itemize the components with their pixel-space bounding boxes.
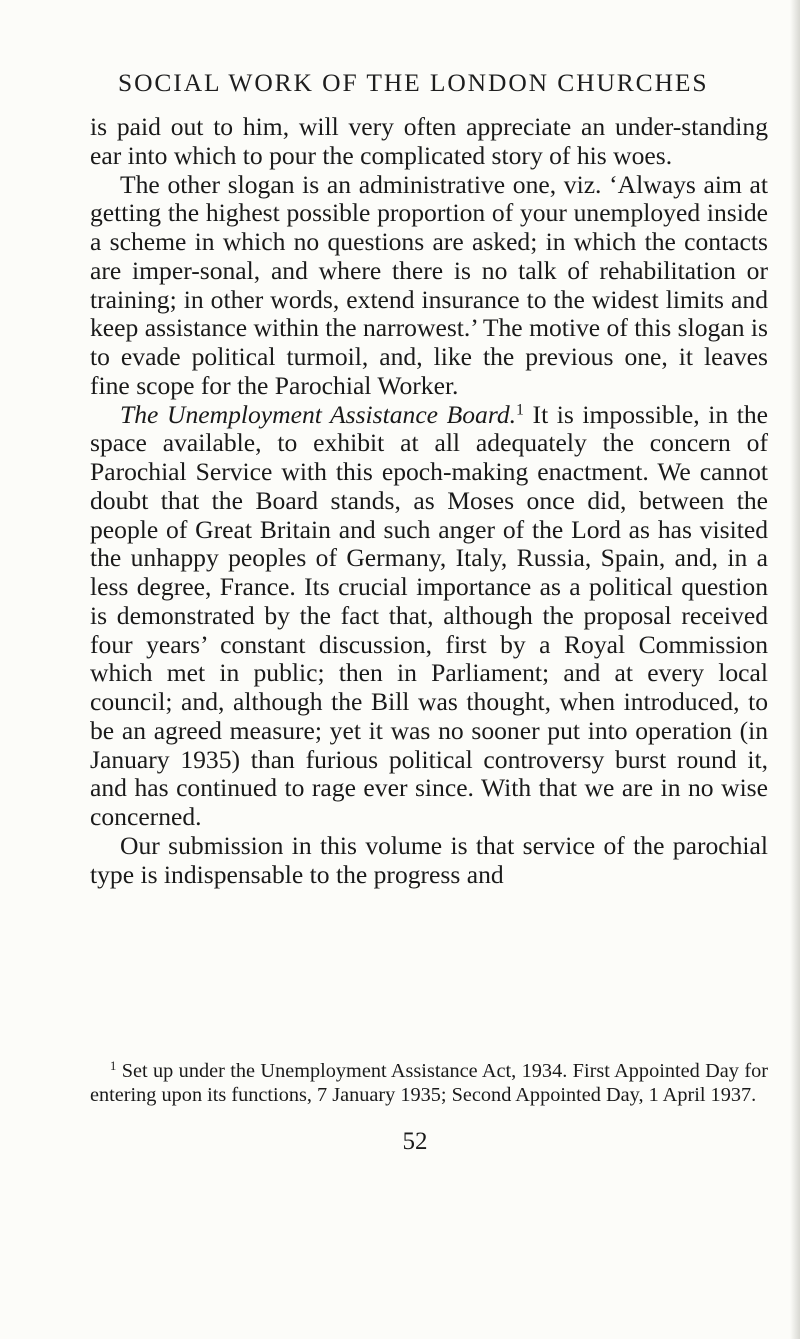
paragraph-4: Our submission in this volume is that service of the parochial type is indispensable to the progress and xyxy=(90,830,768,889)
section-heading: The Unemployment Assistance Board. xyxy=(120,399,517,429)
paragraph-3-text: It is impossible, in the space available, to exhibit at all adequately the concern of Parochial Service with this epoch-making enactment. We cannot doubt that the Board stands, as Moses once did, between the people of Great Britain and such anger of the Lord as has visited the unhappy peoples of Germany, Italy, Russia, Spain, and, in a less degree, France. Its crucial importance as a political question is demonstrated by the fact that, although the proposal received four years’ constant discussion, first by a Royal Commission which met in public; then in Parliament; and at every local council; and, although the Bill was thought, when introduced, to be an agreed measure; yet it was no sooner put into operation (in January 1935) than furious political controversy burst round it, and has continued to rage ever since. With that we are in no wise concerned. xyxy=(90,399,768,831)
paragraph-1: is paid out to him, will very often appreciate an under-standing ear into which to pour the complicated story of his woes. xyxy=(90,112,768,170)
footnote-marker: 1 xyxy=(110,1059,117,1074)
footnote-1 xyxy=(90,1060,768,1107)
paragraph-3 xyxy=(90,401,768,832)
footnote-text: Set up under the Unemployment Assistance Act, 1934. First Appointed Day for entering upon its functions, 7 January 1935; Second Appointed Day, 1 April 1937. xyxy=(90,1060,768,1106)
footnote-reference: 1 xyxy=(516,400,524,418)
running-head: SOCIAL WORK OF THE LONDON CHURCHES xyxy=(118,68,709,97)
page-number: 52 xyxy=(402,1128,428,1155)
body-text xyxy=(90,113,768,889)
paragraph-2: The other slogan is an administrative one, viz. ‘Always aim at getting the highest possible proportion of your unemployed inside a scheme in which no questions are asked; in which the contacts are imper-sonal, and where there is no talk of rehabilitation or training; in other words, extend insurance to the widest limits and keep assistance within the narrowest.’ The motive of this slogan is to evade political turmoil, and, like the previous one, it leaves fine scope for the Parochial Worker. xyxy=(90,169,768,400)
footnotes xyxy=(90,1060,768,1107)
